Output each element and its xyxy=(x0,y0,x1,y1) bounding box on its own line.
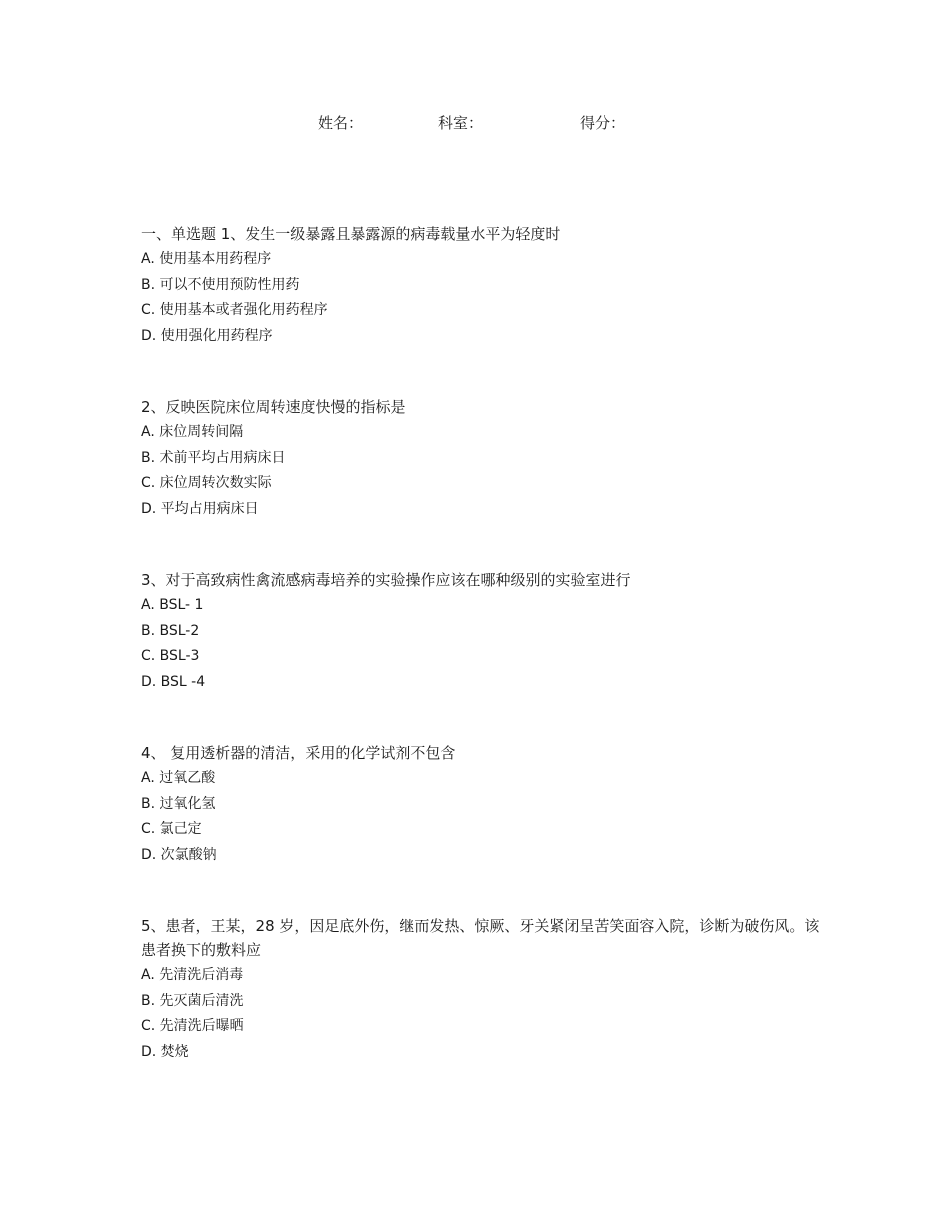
option-b: B. 可以不使用预防性用药 xyxy=(141,276,300,293)
exam-header xyxy=(0,112,950,134)
option-c: C. 氯己定 xyxy=(141,821,202,837)
department-label: 科室： xyxy=(438,114,484,132)
question-list xyxy=(141,222,821,1065)
option-a: A. 床位周转间隔 xyxy=(141,424,244,440)
option-a: A. BSL- 1 xyxy=(141,597,204,613)
question-stem: 5、患者，王某，28 岁，因足底外伤，继而发热、惊厥、牙关紧闭呈苦笑面容入院，诊断为破伤风。该患者换下的敷料应 xyxy=(141,917,820,959)
option-c: C. 床位周转次数实际 xyxy=(141,475,272,491)
option-c: C. 先清洗后曝晒 xyxy=(141,1018,244,1034)
name-label: 姓名： xyxy=(318,114,364,132)
question-stem: 2、反映医院床位周转速度快慢的指标是 xyxy=(141,398,406,416)
option-b: B. 先灭菌后清洗 xyxy=(141,992,244,1009)
option-d: D. 平均占用病床日 xyxy=(141,500,259,517)
option-c: C. BSL-3 xyxy=(141,648,200,664)
option-d: D. BSL -4 xyxy=(141,673,206,690)
score-label: 得分： xyxy=(580,114,626,132)
option-a: A. 使用基本用药程序 xyxy=(141,251,272,267)
option-d: D. 使用强化用药程序 xyxy=(141,327,273,344)
option-d: D. 焚烧 xyxy=(141,1043,189,1060)
question-1 xyxy=(141,222,821,349)
question-5 xyxy=(141,914,821,1065)
option-b: B. BSL-2 xyxy=(141,622,200,639)
option-a: A. 过氧乙酸 xyxy=(141,770,216,786)
question-stem: 一、单选题 1、发生一级暴露且暴露源的病毒载量水平为轻度时 xyxy=(141,225,561,243)
question-3 xyxy=(141,568,821,695)
question-4 xyxy=(141,741,821,868)
question-2 xyxy=(141,395,821,522)
option-b: B. 过氧化氢 xyxy=(141,795,216,812)
option-a: A. 先清洗后消毒 xyxy=(141,967,244,983)
option-c: C. 使用基本或者强化用药程序 xyxy=(141,302,328,318)
question-stem: 4、 复用透析器的清洁，采用的化学试剂不包含 xyxy=(141,744,456,762)
option-b: B. 术前平均占用病床日 xyxy=(141,449,286,466)
option-d: D. 次氯酸钠 xyxy=(141,846,217,863)
question-stem: 3、对于高致病性禽流感病毒培养的实验操作应该在哪种级别的实验室进行 xyxy=(141,571,631,589)
